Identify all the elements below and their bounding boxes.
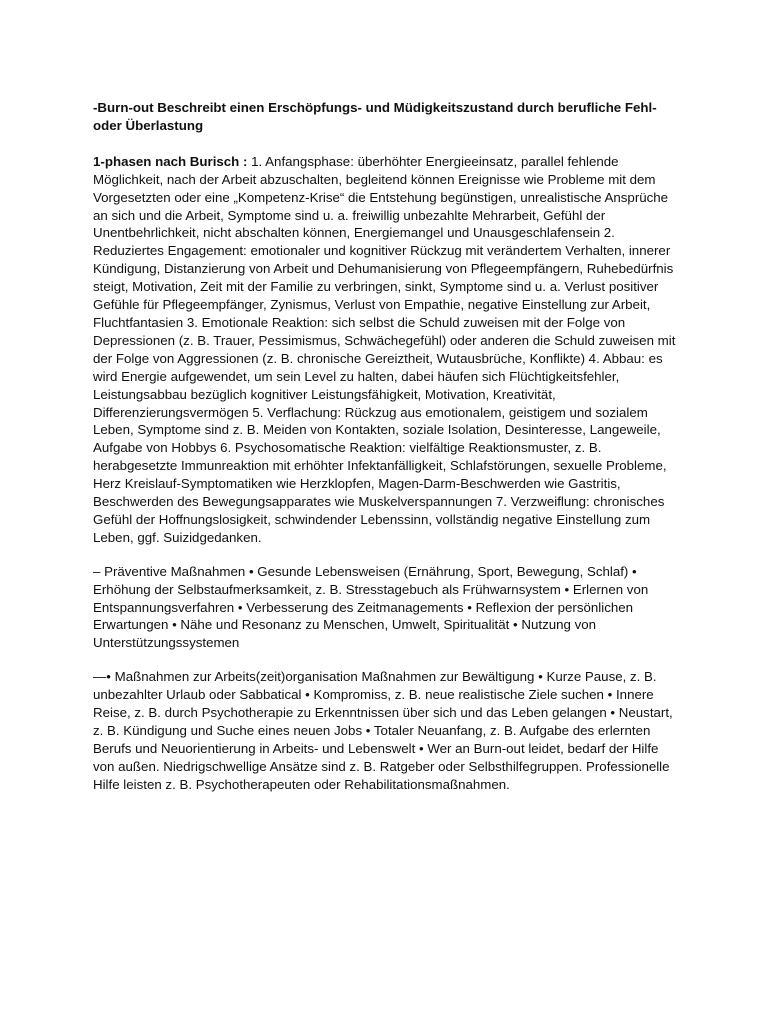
phases-heading: 1-phasen nach Burisch : [93,153,252,169]
paragraph-prevention: – Präventive Maßnahmen • Gesunde Lebensweisen (Ernährung, Sport, Bewegung, Schlaf) • Erhöhung der Selbstaufmerksamkeit, z. B. Stresstagebuch als Frühwarnsystem • Erlernen von Entspannungsverfahren • Verbesserung des Zeitmanagements • Reflexion der persönlichen Erwartungen • Nähe und Resonanz zu Menschen, Umwelt, Spiritualität • Nutzung von Unterstützungssystemen [93,563,649,651]
paragraph-phases [93,153,678,547]
document-title: -Burn-out Beschreibt einen Erschöpfungs- und Müdigkeitszustand durch berufliche Fehl- oder Überlastung [93,100,657,133]
phases-text: 1. Anfangsphase: überhöhter Energieeinsatz, parallel fehlende Möglichkeit, nach der Arbeit abzuschalten, begleitend können Ereignisse wie Probleme mit dem Vorgesetzten oder eine „Kompetenz-Krise“ die Entstehung begünstigen, unrealistische Ansprüche an sich und die Arbeit, Symptome sind u. a. freiwillig unbezahlte Mehrarbeit, Gefühl der Unentbehrlichkeit, nicht abschalten können, Energiemangel und Unausgeschlafensein 2. Reduziertes Engagement: emotionaler und kognitiver Rückzug mit verändertem Verhalten, innerer Kündigung, Distanzierung von Arbeit und Dehumanisierung von Pflegeempfängern, Ruhebedürfnis steigt, Motivation, Zeit mit der Familie zu verbringen, sinkt, Symptome sind u. a. Verlust positiver Gefühle für Pflegeempfänger, Zynismus, Verlust von Empathie, negative Einstellung zur Arbeit, Fluchtfantasien 3. Emotionale Reaktion: sich selbst die Schuld zuweisen mit der Folge von Depressionen (z. B. Trauer, Pessimismus, Schwächegefühl) oder anderen die Schuld zuweisen mit der Folge von Aggressionen (z. B. chronische Gereiztheit, Wutausbrüche, Konflikte) 4. Abbau: es wird Energie aufgewendet, um sein Level zu halten, dabei häufen sich Flüchtigkeitsfehler, Leistungsabbau bezüglich kognitiver Leistungsfähigkeit, Motivation, Kreativität, Differenzierungsvermögen 5. Verflachung: Rückzug aus emotionalem, geistigem und sozialem Leben, Symptome sind z. B. Meiden von Kontakten, soziale Isolation, Desinteresse, Langeweile, Aufgabe von Hobbys 6. Psychosomatische Reaktion: vielfältige Reaktionsmuster, z. B. herabgesetzte Immunreaktion mit erhöhter Infektanfälligkeit, Schlafstörungen, sexuelle Probleme, Herz Kreislauf-Symptomatiken wie Herzklopfen, Magen-Darm-Beschwerden wie Gastritis, Beschwerden des Bewegungsapparates wie Muskelverspannungen 7. Verzweiflung: chronisches Gefühl der Hoffnungslosigkeit, schwindender Lebenssinn, vollständig negative Einstellung zum Leben, ggf. Suizidgedanken. [93,153,676,545]
document-page [93,99,678,810]
paragraph-coping: —• Maßnahmen zur Arbeits(zeit)organisation Maßnahmen zur Bewältigung • Kurze Pause, z. B. unbezahlter Urlaub oder Sabbatical • Kompromiss, z. B. neue realistische Ziele suchen • Innere Reise, z. B. durch Psychotherapie zu Erkenntnissen über sich und das Leben gelangen • Neustart, z. B. Kündigung und Suche eines neuen Jobs • Totaler Neuanfang, z. B. Aufgabe des erlernten Berufs und Neuorientierung in Arbeits- und Lebenswelt • Wer an Burn-out leidet, bedarf der Hilfe von außen. Niedrigschwellige Ansätze sind z. B. Ratgeber oder Selbsthilfegruppen. Professionelle Hilfe leisten z. B. Psychotherapeuten oder Rehabilitationsmaßnahmen. [93,669,673,792]
